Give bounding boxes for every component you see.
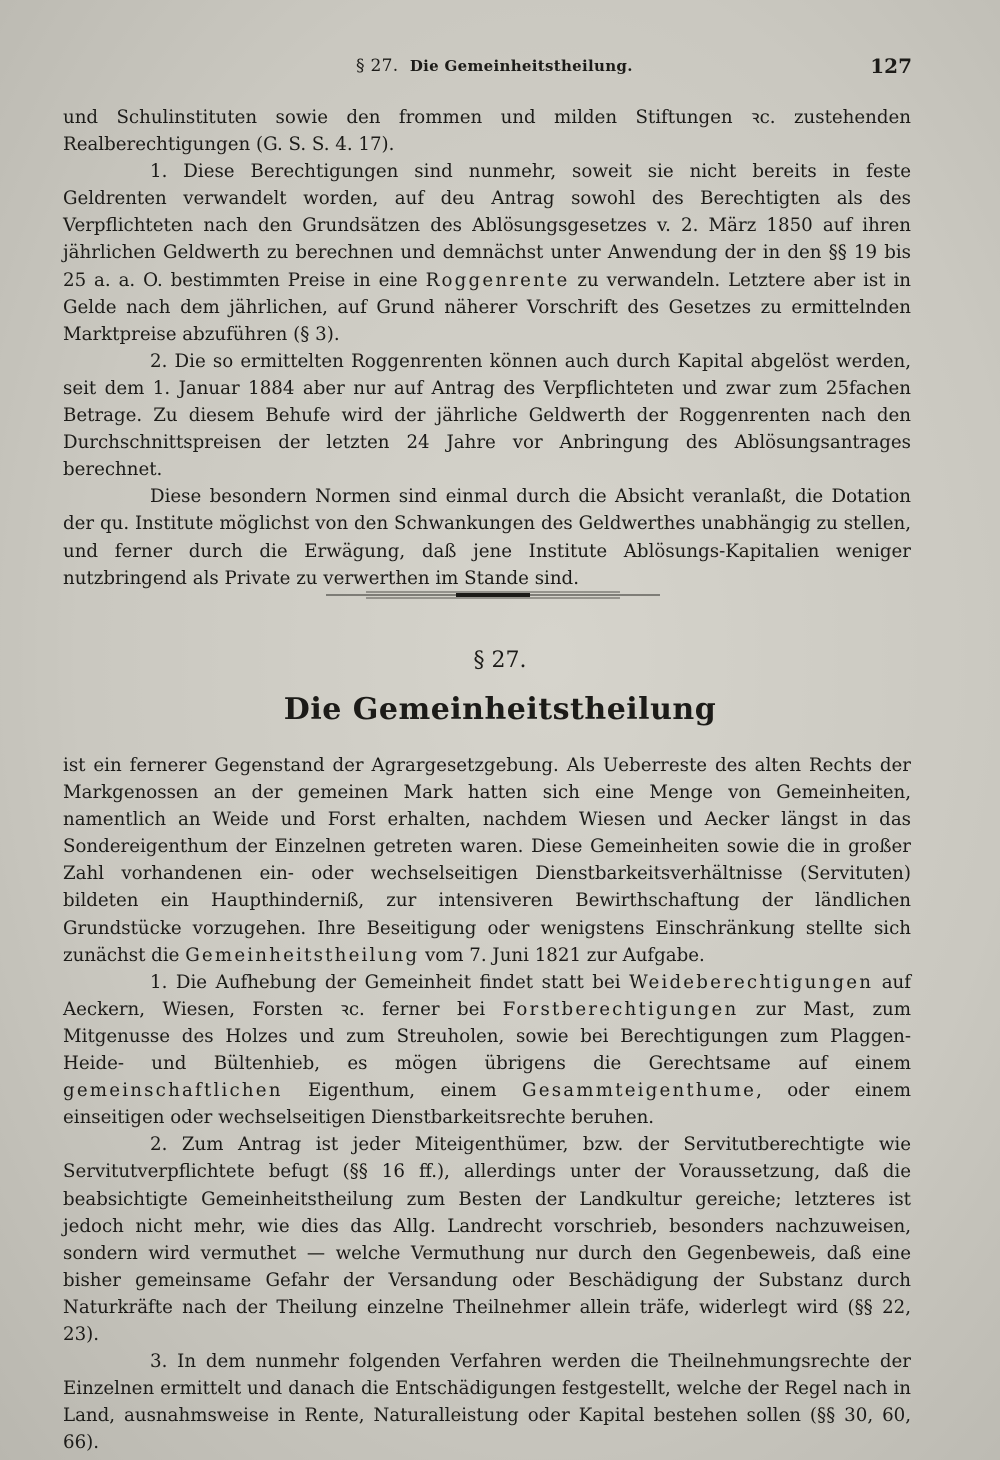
point-1-text-c: zur Mast, zum Mitgenusse des Holzes und zum Streuholen, sowie bei Berechtigungen zum Plaggen-Heide- und Bültenhieb, es mögen übrigens die Gerechtsame auf einem (63, 998, 911, 1075)
section-title: Die Gemeinheitstheilung (283, 692, 717, 727)
emphasis-gemeinheitstheilung: Gemeinheitstheilung (185, 944, 420, 966)
intro-text-a: ist ein fernerer Gegenstand der Agrargesetzgebung. Als Ueberreste des alten Rechts der Markgenossen an der gemeinen Mark hatten sich eine Menge von Gemeinheiten, namentlich an Weide und Forst erhalten, nachdem Wiesen und Aecker längst in das Sondereigenthum der Einzelnen getreten waren. Diese Gemeinheiten sowie die in großer Zahl vorhandenen ein- oder wechselseitigen Dienstbarkeitsverhältnisse (Servituten) bildeten ein Haupthinderniß, zur intensiveren Bewirthschaftung der ländlichen Grundstücke vorzugehen. Ihre Beseitigung oder wenigstens Einschränkung stellte sich zunächst die (63, 755, 911, 966)
paragraph-3: Diese besondern Normen sind einmal durch die Absicht veranlaßt, die Dotation der qu. Institute möglichst von den Schwankungen des Geldwerthes unabhängig zu stellen, und ferner durch die Erwägung, daß jene Institute Ablösungs-Kapitalien weniger nutzbringend als Private zu verwerthen im Stande sind. (63, 486, 911, 589)
paragraph-point-1 (63, 969, 911, 1132)
point-1-text-b: auf Aeckern, Wiesen, Forsten ꝛc. ferner bei (63, 971, 911, 1020)
point-1-text-e: , oder einem einseitigen oder wechselseitigen Dienstbarkeitsrechte beruhen. (63, 1080, 911, 1129)
running-head-section: § 27. (356, 56, 399, 76)
paragraph-1-text: 1. Diese Berechtigungen sind nunmehr, soweit sie nicht bereits in feste Geldrenten verwandelt worden, auf deu Antrag sowohl des Berechtigten als des Verpflichteten nach den Grundsätzen des Ablösungsgesetzes v. 2. März 1850 auf ihren jährlichen Geldwerth zu berechnen und demnächst unter Anwendung der in den §§ 19 bis 25 a. a. O. bestimmten Preise in eine (63, 161, 911, 291)
section-number: § 27. (473, 648, 527, 673)
paragraph-point-2: 2. Zum Antrag ist jeder Miteigenthümer, bzw. der Servitutberechtigte wie Servitutverpflichtete befugt (§§ 16 ff.), allerdings unter der Voraussetzung, daß die beabsichtigte Gemeinheitstheilung zum Besten der Landkultur gereiche; letzteres ist jedoch nicht mehr, wie dies das Allg. Landrecht vorschrieb, besonders nachzuweisen, sondern wird vermuthet — welche Vermuthung nur durch den Gegenbeweis, daß eine bisher gemeinsame Gefahr der Versandung oder Beschädigung der Substanz durch Naturkräfte nach der Theilung einzelne Theilnehmer allein träfe, widerlegt wird (§§ 22, 23). (63, 1134, 911, 1345)
running-head-chapter: Die Gemeinheitstheilung. (409, 57, 633, 75)
page-number: 127 (870, 54, 912, 78)
running-head-title (356, 56, 633, 76)
paragraph-intro (63, 752, 911, 969)
point-1-text-d: Eigenthum, einem (282, 1080, 523, 1102)
paragraph-1 (63, 158, 911, 348)
intro-text-b: vom 7. Juni 1821 zur Aufgabe. (419, 944, 705, 966)
paragraph-continuation: und Schulinstituten sowie den frommen und milden Stiftungen ꝛc. zustehenden Realberechtigungen (G. S. S. 4. 17). (63, 107, 911, 156)
paragraph-point-3: 3. In dem nunmehr folgenden Verfahren werden die Theilnehmungsrechte der Einzelnen ermittelt und danach die Entschädigungen festgestellt, welche der Regel nach in Land, ausnahmsweise in Rente, Naturalleistung oder Kapital bestehen sollen (§§ 30, 60, 66). (63, 1351, 911, 1454)
emphasis-weideberechtigungen: Weideberechtigungen (629, 971, 874, 993)
emphasis-forstberechtigungen: Forstberechtigungen (502, 998, 739, 1020)
running-head (60, 54, 912, 80)
paragraph-2: 2. Die so ermittelten Roggenrenten können auch durch Kapital abgelöst werden, seit dem 1. Januar 1884 aber nur auf Antrag des Verpflichteten und zwar zum 25fachen Betrage. Zu diesem Behufe wird der jährliche Geldwerth der Roggenrenten nach den Durchschnittspreisen der letzten 24 Jahre vor Anbringung des Ablösungsantrages berechnet. (63, 350, 911, 481)
paragraph-1-text-b: zu verwandeln. Letztere aber ist in Gelde nach dem jährlichen, auf Grund näherer Vorschrift des Gesetzes zu ermittelnden Marktpreise abzuführen (§ 3). (63, 269, 911, 345)
emphasis-gesammteigenthume: Gesammteigenthume (522, 1080, 757, 1102)
emphasis-gemeinschaftlichen: gemeinschaftlichen (63, 1080, 283, 1102)
emphasis-roggenrente: Roggenrente (425, 269, 570, 291)
point-1-text-a: 1. Die Aufhebung der Gemeinheit findet statt bei (150, 971, 630, 993)
text-block-top (63, 104, 911, 592)
text-block-bottom (63, 752, 911, 1456)
section-divider-ornament (326, 588, 660, 602)
